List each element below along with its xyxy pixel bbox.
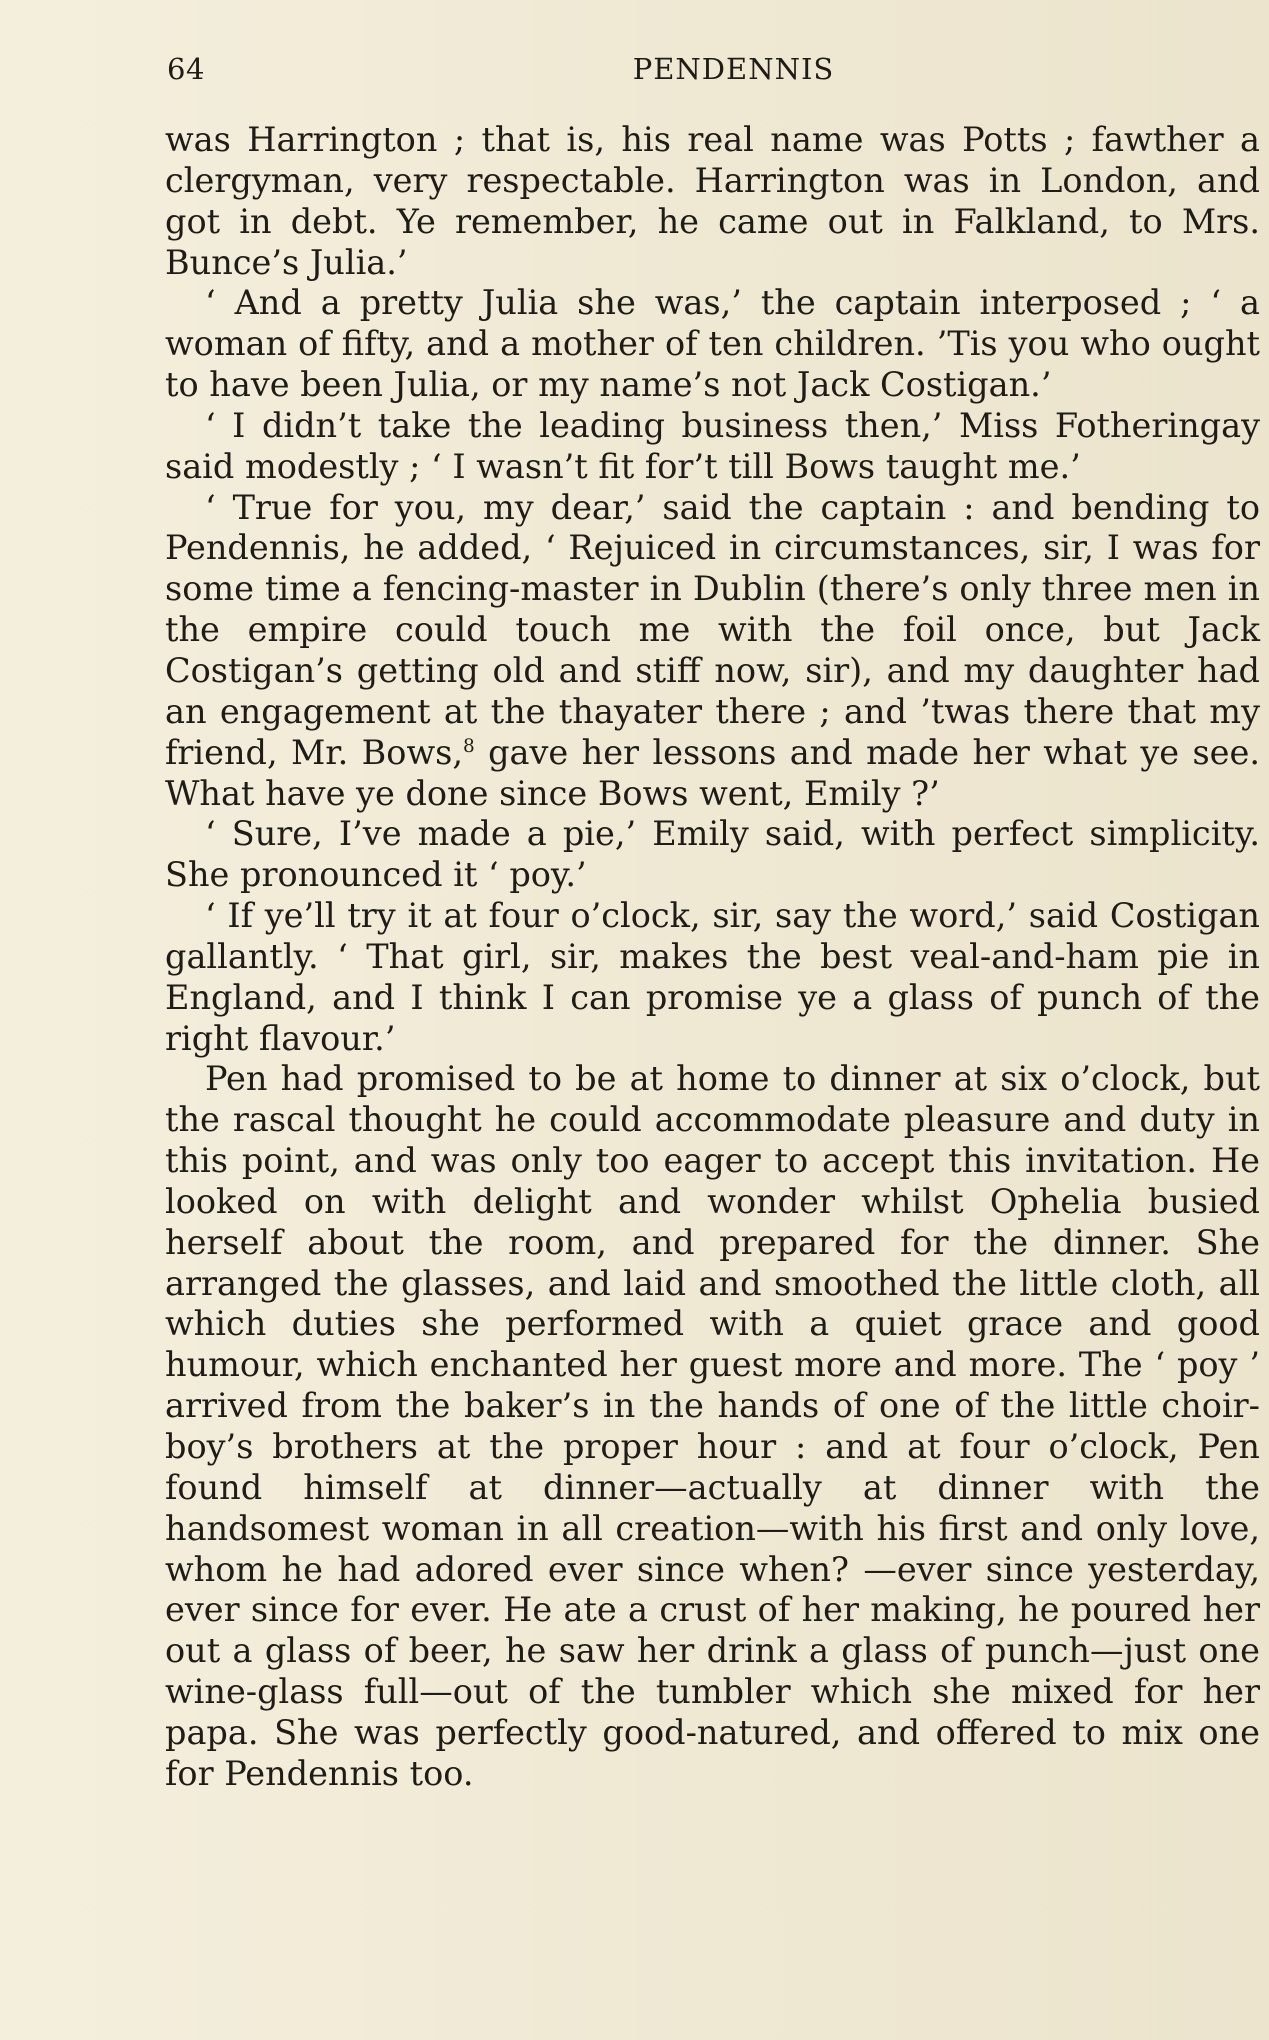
paragraph: ‘ If ye’ll try it at four o’clock, sir, say the word,’ said Costigan gallantly. ‘ That girl, sir, makes the best veal-and-ham pie in England, and I think I can promise ye a glass of punch of the right flavour.’ [165,896,1260,1058]
paragraph: ‘ I didn’t take the leading business then,’ Miss Fotheringay said modestly ; ‘ I wasn’t fit for’t till Bows taught me.’ [165,405,1260,486]
page-number: 64 [167,52,205,86]
paragraph-text: gave her lessons and made her what ye see. What have ye done since Bows went, Emily ?’ [165,732,1260,813]
footnote-reference[interactable]: 8 [462,735,475,757]
paragraph: was Harrington ; that is, his real name was Potts ; fawther a clergyman, very respectable. Harrington was in London, and got in debt. Ye remember, he came out in Falkland, to Mrs. Bunce’s Julia.’ [165,120,1260,282]
paragraph: ‘ Sure, I’ve made a pie,’ Emily said, with perfect simplicity. She pronounced it ‘ poy.’ [165,814,1260,895]
paragraph [165,488,1260,815]
page-header [167,52,1260,96]
paragraph-text: ‘ True for you, my dear,’ said the captain : and bending to Pendennis, he added, ‘ Rejuiced in circumstances, sir, I was for some time a fencing-master in Dublin (there’s only three men in the empire could touch me with the foil once, but Jack Costigan’s getting old and stiff now, sir), and my daughter had an engagement at the thayater there ; and ’twas there that my friend, Mr. Bows, [165,487,1260,772]
paragraph: Pen had promised to be at home to dinner at six o’clock, but the rascal thought he could accommodate pleasure and duty in this point, and was only too eager to accept this invitation. He looked on with delight and wonder whilst Ophelia busied herself about the room, and prepared for the dinner. She arranged the glasses, and laid and smoothed the little cloth, all which duties she performed with a quiet grace and good humour, which enchanted her guest more and more. The ‘ poy ’ arrived from the baker’s in the hands of one of the little choir-boy’s brothers at the proper hour : and at four o’clock, Pen found himself at dinner—actually at dinner with the handsomest woman in all creation—with his first and only love, whom he had adored ever since when? —ever since yesterday, ever since for ever. He ate a crust of her making, he poured her out a glass of beer, he saw her drink a glass of punch—just one wine-glass full—out of the tumbler which she mixed for her papa. She was perfectly good-natured, and offered to mix one for Pendennis too. [165,1059,1260,1793]
body-text [165,120,1260,1795]
running-head: PENDENNIS [632,52,835,86]
paragraph: ‘ And a pretty Julia she was,’ the captain interposed ; ‘ a woman of fifty, and a mother of ten children. ’Tis you who ought to have been Julia, or my name’s not Jack Costigan.’ [165,283,1260,405]
